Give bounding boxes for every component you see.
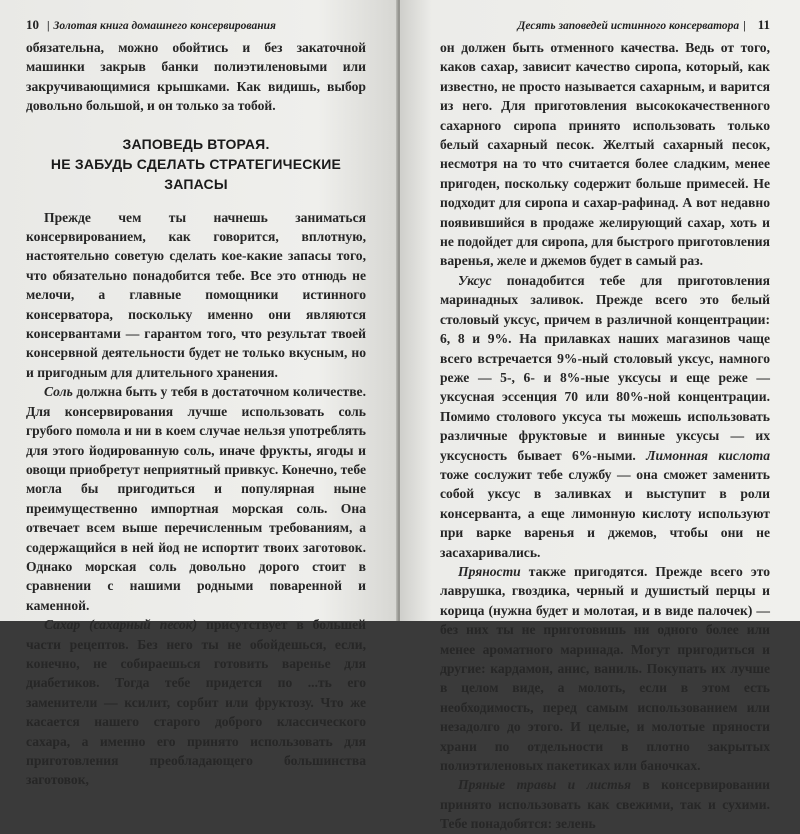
right-running-head	[440, 16, 770, 38]
left-page	[0, 0, 398, 788]
section-heading	[26, 134, 366, 194]
term-herbs: Пряные травы и листья	[458, 777, 631, 793]
term-salt: Соль	[44, 384, 73, 400]
section-heading-line2: НЕ ЗАБУДЬ СДЕЛАТЬ СТРАТЕГИЧЕСКИЕ ЗАПАСЫ	[50, 155, 342, 192]
term-sugar: Сахар (сахарный песок)	[44, 617, 198, 633]
right-paragraph-3: Пряные травы и листья в консервировании принято использовать как свежими, так и сухими. Тебе понадобятся: зелень	[440, 777, 770, 832]
term-citric-acid: Лимонная кислота	[646, 447, 771, 463]
left-paragraph-3: Сахар (сахарный песок) присутствует в большей части рецептов. Без него ты не обойдешься, если, конечно, не собираешься готовить варенье для диабетиков. Тогда тебе придется по ...ть его заменители — ксилит, сорбит или фруктозу. Что же касается нашего старого доброго классического сахара, а именно его принято использовать для приготовления преобладающего большинства заготовок,	[26, 617, 366, 788]
term-vinegar: Уксус	[458, 272, 492, 288]
right-paragraph-2: Пряности также пригодятся. Прежде всего это лаврушка, гвоздика, черный и душистый перцы и корица (нужна будет и молотая, и в виде палочек) — без них ты не приготовишь ни одного более или менее ароматного маринада. Могут пригодиться и другие: кардамон, анис, ваниль. Покупать их лучше в целом виде, а молоть, если в этом есть необходимость, перед самым использованием или незадолго до этого. И целые, и молотые пряности храни по отдельности в плотно закрытых полиэтиленовых пакетиках или баночках.	[440, 563, 770, 774]
header-divider: |	[47, 20, 50, 32]
right-page-number: 11	[757, 17, 770, 32]
section-heading-line1: ЗАПОВЕДЬ ВТОРАЯ.	[122, 135, 270, 152]
right-page	[400, 0, 800, 832]
header-divider: |	[743, 20, 746, 32]
right-paragraph-1: Уксус понадобится тебе для приготовления маринадных заливок. Прежде всего это белый столовый уксус, причем в различной концентрации: 6, 8 и 9%. На прилавках наших магазинов чаще всего встречается 9%-ный столовый уксус, намного реже — 5-, 6- и 8%-ные уксусы и еще реже — уксусная эссенция 70 или 80%-ной концентрации. Помимо столового уксуса ты можешь использовать различные фруктовые и винные уксусы — их уксусность бывает 6%-ными. Лимонная кислота тоже сослужит тебе службу — она сможет заменить собой уксус в заливках и выступит в роли консерванта, а еще лимонную кислоту используют при варке варенья и джемов, чтобы они не засахаривались.	[440, 272, 771, 560]
left-running-title: Золотая книга домашнего консервирования	[53, 20, 276, 32]
left-paragraph-1: Прежде чем ты начнешь заниматься консервированием, как говорится, вплотную, настоятельно советую сделать кое-какие запасы того, что обязательно понадобится тебе. Все это отнюдь не мелочи, а главные помощники истинного консерватора, поскольку именно они являются консервантами — гарантом того, что результат твоей консервной деятельности будет не только вкусным, но и пригодным для длительного хранения.	[26, 209, 366, 380]
left-body	[26, 38, 366, 790]
left-running-head	[26, 16, 366, 38]
left-paragraph-2: Соль должна быть у тебя в достаточном количестве. Для консервирования лучше использовать соль грубого помола и ни в коем случае нельзя употреблять для этого йодированную соль, иначе фрукты, ягоды и овощи приобретут неприятный привкус. Конечно, тебе могла бы пригодиться и популярная ныне преимущественно импортная морская соль. Она отвечает всем выше перечисленным требованиям, а содержащийся в ней йод не испортит твоих заготовок. Однако морская соль довольно дорого стоит в сравнении с нашими родными поваренной и каменной.	[26, 384, 366, 613]
left-page-number: 10	[26, 17, 39, 32]
right-running-title: Десять заповедей истинного консерватора	[517, 20, 740, 32]
right-paragraph-0: он должен быть отменного качества. Ведь от того, каков сахар, зависит качество сиропа, который, как известно, не просто называется сахарным, и варится из него. Для приготовления высококачественного сахарного сиропа принято использовать только белый сахарный песок. Желтый сахарный песок, несмотря на то что считается более сладким, менее пригоден, поскольку содержит больше примесей. Не подходит для сиропа и сахар-рафинад. А вот недавно появившийся в продаже желирующий сахар, хоть и не подойдет для сиропа, для быстрого приготовления варенья, желе и джемов будет в самый раз.	[440, 40, 770, 269]
term-spices: Пряности	[458, 563, 521, 579]
right-body	[440, 38, 770, 834]
left-intro-paragraph: обязательна, можно обойтись и без закаточной машинки закрыв банки полиэтиленовыми или закручивающимися крышками. Как видишь, выбор довольно большой, и он только за тобой.	[26, 40, 366, 114]
